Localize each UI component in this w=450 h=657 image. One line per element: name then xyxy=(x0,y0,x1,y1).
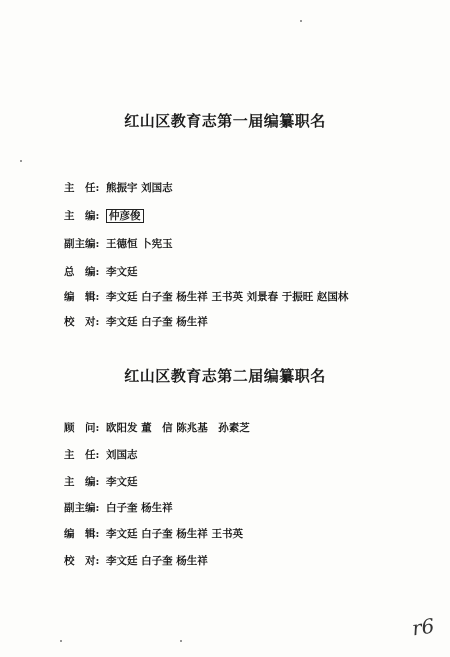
section2-title: 红山区教育志第二届编纂职名 xyxy=(124,367,326,385)
row-value-boxed: 仲彦俊 xyxy=(106,209,144,223)
section2-row-deputy-editor xyxy=(64,500,173,515)
row-label: 主 编: xyxy=(64,476,100,488)
row-label: 总 编: xyxy=(64,266,100,278)
scan-speck xyxy=(180,640,182,642)
section1-row-proofreaders xyxy=(64,314,208,329)
section1-row-general-editor xyxy=(64,264,138,279)
section2-row-editors xyxy=(64,526,243,541)
section2-row-chief-editor xyxy=(64,474,138,489)
page-number: r6 xyxy=(410,613,436,641)
section1-row-chief-editor xyxy=(64,208,144,223)
scan-speck xyxy=(60,640,62,642)
row-value: 李文廷 白子奎 杨生祥 xyxy=(106,316,208,328)
row-label: 主 编: xyxy=(64,210,100,222)
section2-row-proofreaders xyxy=(64,553,208,568)
section1-row-editors xyxy=(64,289,348,304)
row-value: 李文廷 白子奎 杨生祥 xyxy=(106,555,208,567)
row-label: 校 对: xyxy=(64,555,100,567)
scan-speck xyxy=(20,160,22,162)
row-value: 欧阳发 董 信 陈兆基 孙素芝 xyxy=(106,422,250,434)
row-label: 主 任: xyxy=(64,449,100,461)
row-value: 李文廷 xyxy=(106,476,138,488)
row-label: 编 辑: xyxy=(64,291,100,303)
row-label: 编 辑: xyxy=(64,528,100,540)
section2-row-advisors xyxy=(64,420,250,435)
row-label: 校 对: xyxy=(64,316,100,328)
row-value: 李文廷 白子奎 杨生祥 王书英 xyxy=(106,528,243,540)
row-value: 白子奎 杨生祥 xyxy=(106,502,173,514)
row-label: 副主编: xyxy=(64,502,100,514)
row-label: 副主编: xyxy=(64,238,100,250)
scan-speck xyxy=(300,20,302,22)
row-label: 顾 问: xyxy=(64,422,100,434)
row-value: 王德恒 卜宪玉 xyxy=(106,238,173,250)
row-value: 李文廷 xyxy=(106,266,138,278)
row-value: 李文廷 白子奎 杨生祥 王书英 刘景春 于振旺 赵国林 xyxy=(106,291,349,303)
row-value: 刘国志 xyxy=(106,449,138,461)
section1-row-director xyxy=(64,180,173,195)
section1-title: 红山区教育志第一届编纂职名 xyxy=(124,112,326,130)
section2-row-director xyxy=(64,447,138,462)
row-label: 主 任: xyxy=(64,182,100,194)
section1-row-deputy-editor xyxy=(64,236,173,251)
row-value: 熊振宇 刘国志 xyxy=(106,182,173,194)
